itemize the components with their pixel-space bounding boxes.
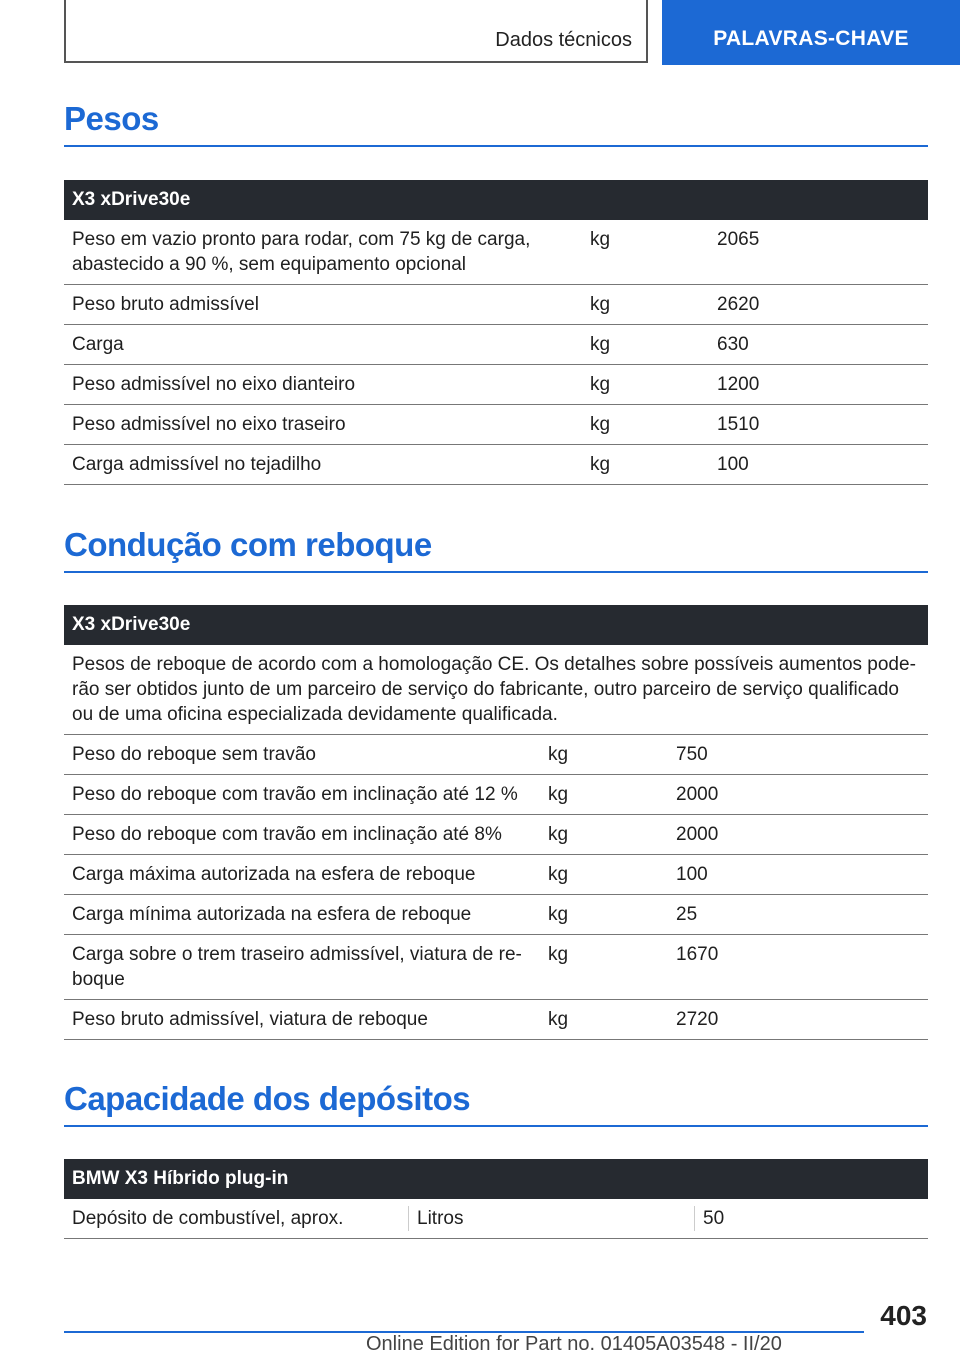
- section-title-tanks: Capacidade dos depósitos: [64, 1080, 928, 1127]
- table-row: [64, 895, 928, 935]
- table-header: X3 xDrive30e: [64, 605, 928, 645]
- row-label: Carga máxima autorizada na esfera de reboque: [72, 864, 476, 885]
- table-row: [64, 325, 928, 365]
- row-value: 630: [717, 334, 749, 355]
- row-unit: kg: [548, 944, 569, 965]
- table-row: [64, 815, 928, 855]
- table-header: X3 xDrive30e: [64, 180, 928, 220]
- row-value: 2620: [717, 294, 760, 315]
- row-value: 1670: [676, 944, 719, 965]
- table-row: [64, 935, 928, 1000]
- row-label: Carga mínima autorizada na esfera de reboque: [72, 904, 472, 925]
- row-label: Peso em vazio pronto para rodar, com 75 kg de carga, abastecido a 90 %, sem equipamento opcional: [72, 229, 531, 275]
- row-value: 100: [717, 454, 749, 475]
- edition-info: Online Edition for Part no. 01405A03548 - II/20: [366, 1333, 782, 1355]
- weights-table: [64, 180, 928, 485]
- row-label: Carga admissível no tejadilho: [72, 454, 322, 475]
- row-unit: kg: [548, 824, 569, 845]
- row-unit: kg: [548, 744, 569, 765]
- row-unit: kg: [590, 229, 611, 250]
- row-label: Depósito de combustível, aprox.: [64, 1206, 409, 1231]
- row-label: Peso admissível no eixo dianteiro: [72, 374, 356, 395]
- row-unit: kg: [548, 904, 569, 925]
- table-row: [64, 220, 928, 285]
- tanks-table: [64, 1159, 928, 1239]
- header-section-box: [64, 0, 648, 63]
- row-value: 50: [703, 1208, 725, 1229]
- row-value: 100: [676, 864, 708, 885]
- row-value: 1200: [717, 374, 760, 395]
- row-label: Carga: [72, 334, 124, 355]
- section-title-towing: Condução com reboque: [64, 526, 928, 573]
- row-value: 2065: [717, 229, 760, 250]
- row-unit: kg: [548, 1009, 569, 1030]
- table-row: [64, 405, 928, 445]
- row-value: 25: [676, 904, 698, 925]
- row-label: Peso do reboque sem travão: [72, 744, 316, 765]
- row-label: Carga sobre o trem traseiro admissível, viatura de re‐boque: [72, 944, 522, 990]
- table-row: [64, 775, 928, 815]
- row-value: 2000: [676, 824, 719, 845]
- table-row: [64, 735, 928, 775]
- table-note: Pesos de reboque de acordo com a homologação CE. Os detalhes sobre possíveis aumentos pode‐rão ser obtidos junto de um parceiro de serviço do fabricante, outro parceiro de serviço qualificado ou de uma oficina especializada devidamente qualificada.: [64, 645, 928, 735]
- row-unit: kg: [590, 334, 611, 355]
- page-number: 403: [880, 1300, 927, 1331]
- row-value: 2720: [676, 1009, 719, 1030]
- table-row: [64, 855, 928, 895]
- section-title-pesos: Pesos: [64, 100, 928, 147]
- table-header: BMW X3 Híbrido plug-in: [64, 1159, 928, 1199]
- row-value: 1510: [717, 414, 760, 435]
- row-value: 750: [676, 744, 708, 765]
- row-label: Peso do reboque com travão em inclinação até 8%: [72, 824, 502, 845]
- row-unit: kg: [590, 454, 611, 475]
- row-unit: kg: [548, 864, 569, 885]
- row-label: Peso bruto admissível, viatura de reboque: [72, 1009, 428, 1030]
- row-unit: Litros: [409, 1206, 695, 1231]
- table-row: [64, 1000, 928, 1040]
- row-unit: kg: [590, 294, 611, 315]
- keywords-tab[interactable]: PALAVRAS-CHAVE: [662, 0, 960, 65]
- row-label: Peso admissível no eixo traseiro: [72, 414, 346, 435]
- row-unit: kg: [590, 414, 611, 435]
- header-section-title: Dados técnicos: [495, 29, 632, 51]
- table-row: [64, 1199, 928, 1239]
- table-row: [64, 365, 928, 405]
- table-row: [64, 445, 928, 485]
- row-label: Peso bruto admissível: [72, 294, 259, 315]
- row-unit: kg: [548, 784, 569, 805]
- towing-table: [64, 605, 928, 1040]
- table-row: [64, 285, 928, 325]
- row-unit: kg: [590, 374, 611, 395]
- row-value: 2000: [676, 784, 719, 805]
- row-label: Peso do reboque com travão em inclinação até 12 %: [72, 784, 518, 805]
